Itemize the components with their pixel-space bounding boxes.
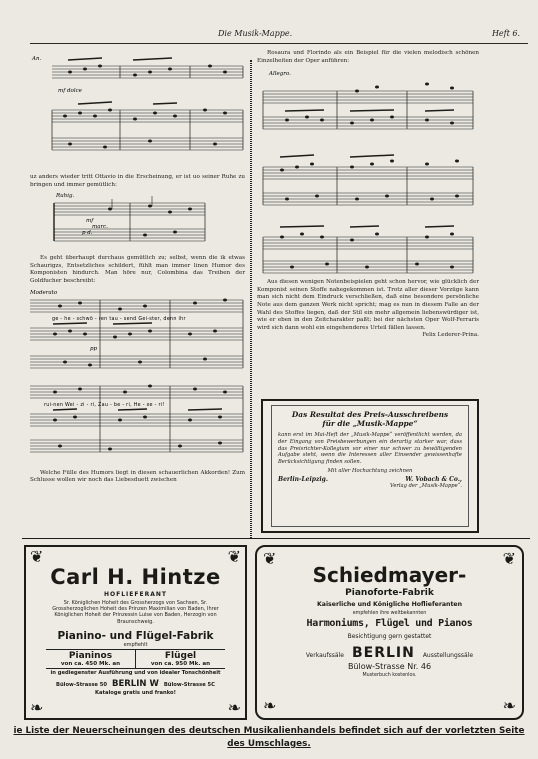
staff	[30, 356, 243, 368]
company-patrons: Sr. Königlichen Hoheit des Grossherzogs von Sachsen, Sr. Grossherzoglichen Hoheit des Prinzen Maximilian von Baden, Ihrer Königlichen Hoheit der Prinzessin Luise von Baden, Herzogin von Braunschweig.	[52, 600, 219, 625]
company-recommends: empfehlen ihre weltbekannten	[352, 611, 427, 616]
announcement-subtitle: für die „Musik-Mappe“	[322, 419, 418, 428]
music-dynamic: p d.	[82, 230, 93, 237]
ornament-icon: ❦	[502, 549, 516, 568]
staff	[263, 117, 473, 129]
product-price: von ca. 450 Mk. an	[60, 660, 121, 667]
company-title: Kaiserliche und Königliche Hoflieferanten	[316, 601, 463, 608]
announcement-body: kann erst im Mai-Heft der „Musik-Mappe“ veröffentlicht werden, da der Eingang von Preisbewerbungen ein derartig starker war, dass das Preisrichter-Kollegium vor einer nur schwer zu bewältigenden Aufgabe steht, wenn die Interessen aller Einsender gewissenhafte Berücksichtigung finden sollen.	[278, 432, 462, 466]
ornament-icon: ❦	[227, 547, 241, 566]
street-left: Bülow-Strasse 50	[56, 681, 107, 688]
music-tempo: Ruhig.	[56, 193, 75, 200]
ornament-icon: ❦	[30, 547, 44, 566]
staff	[54, 229, 205, 241]
music-example-3	[30, 288, 245, 468]
music-dynamic: marc.	[92, 224, 108, 231]
staff	[263, 91, 473, 103]
sales-rooms: Verkaufssäle	[305, 652, 344, 659]
company-name: Schiedmayer-	[312, 563, 467, 587]
company-product: Pianino- und Flügel-Fabrik	[57, 629, 214, 642]
music-example-1	[30, 52, 245, 172]
street-right: Bülow-Strasse 5C	[163, 681, 215, 688]
page-header	[30, 29, 526, 43]
staff	[263, 237, 473, 249]
page-number: Heft 6.	[491, 29, 520, 38]
visit-note: Besichtigung gern gestattet	[347, 633, 432, 640]
quality-note: in gediegenster Ausführung und von idealer Tonschönheit	[50, 669, 221, 676]
staff	[263, 167, 473, 179]
left-column	[30, 50, 245, 485]
running-title: Die Musik-Mappe.	[218, 29, 293, 38]
paragraph: Welche Fülle des Humors liegt in diesen schauerlichen Akkorden! Zum Schlusse wollen wir noch das Liebesduett zwischen	[30, 469, 245, 484]
footer-notice	[4, 725, 534, 751]
price-table	[46, 649, 225, 669]
staff	[30, 414, 243, 426]
announcement-box	[261, 399, 479, 533]
staff	[263, 193, 473, 205]
product-name: Flügel	[164, 650, 197, 661]
music-dynamic: pp	[90, 345, 98, 352]
ornament-icon: ❧	[263, 696, 277, 715]
staff	[54, 203, 205, 215]
advertisement-schiedmayer	[255, 545, 524, 720]
announcement-inner	[271, 405, 469, 527]
announcement-greeting: Mit aller Hochachtung zeichnen	[327, 467, 413, 474]
footer-line: ie Liste der Neuerscheinungen des deutschen Musikalienhandels befindet sich auf der vorletzten Seite	[13, 726, 525, 736]
city-row	[257, 645, 522, 661]
music-tempo: An.	[32, 56, 42, 62]
announcement-city: Berlin-Leipzig.	[278, 475, 328, 483]
company-product: Pianoforte-Fabrik	[345, 588, 434, 598]
column-divider	[250, 60, 252, 538]
price-cell-fluegel	[135, 650, 225, 668]
announcement-firm: W. Vobach & Co.,	[405, 475, 462, 483]
paragraph: uz anders wieder tritt Ottavio in die Erscheinung, er ist uo seiner Ruhe zu bringen und immer gemütlich:	[30, 174, 245, 188]
company-name: Carl H. Hintze	[50, 565, 221, 589]
city: BERLIN	[351, 645, 415, 661]
music-tempo: Allegro.	[269, 71, 291, 78]
music-dynamic: mf	[86, 218, 94, 225]
product-price: von ca. 950 Mk. an	[150, 660, 211, 667]
price-cell-pianinos	[46, 650, 135, 668]
catalog-note: Kataloge gratis und franko!	[95, 689, 176, 696]
city: BERLIN W	[111, 678, 159, 689]
staff	[30, 386, 243, 398]
lyrics: ge - he - schwö - ren tau - send Gei-ster, denn ihr	[52, 316, 186, 322]
advertisement-hintze	[24, 545, 247, 720]
product-line: Harmoniums, Flügel und Pianos	[306, 618, 473, 629]
paragraph: Rosaura und Florindo als ein Beispiel für die vielen melodisch schönen Einzelheiten der Oper anführen:	[257, 50, 479, 64]
paragraph: Aus diesen wenigen Notenbeispielen geht schon hervor, wie glücklich der Komponist seinen Stoffe nahegekommen ist. Trotz aller dieser Vorzüge kann man sich nicht dem Eindruck verschließen, daß eine besondere persönliche Note aus dem ganzen Werk nicht spricht; mag es nun in diesem Falle an der Wahl des Stoffes liegen, daß der Stil ein mehr allgemein liebenswürdiger ist, wie er eben in den Zeitcharakter paßt; bei der nächsten Oper Wolf-Ferraris wird sich dann wohl ein eingehenderes Urteil fällen lassen.	[257, 279, 479, 331]
ornament-icon: ❧	[30, 698, 44, 717]
street-address: Bülow-Strasse Nr. 46	[347, 662, 432, 671]
product-name: Pianinos	[68, 650, 113, 661]
staff	[30, 328, 243, 340]
ornament-icon: ❧	[502, 696, 516, 715]
address-row	[26, 679, 245, 689]
exhibition-rooms: Ausstellungssäle	[422, 652, 474, 659]
note-heads	[63, 65, 227, 149]
right-column	[257, 50, 479, 340]
ornament-icon: ❦	[263, 549, 277, 568]
announcement-signature-row	[278, 476, 462, 483]
header-rule	[30, 43, 528, 44]
footer-line: des Umschlages.	[227, 739, 311, 749]
ads-rule	[22, 538, 530, 539]
music-dynamic: mf dolce	[58, 88, 82, 94]
staff	[52, 66, 243, 78]
catalog-note: Musterbuch kostenlos.	[362, 673, 417, 678]
author-signature: Felix Lederer-Prina.	[422, 332, 479, 339]
announcement-publisher: Verlag der „Musik-Mappe“.	[390, 482, 462, 489]
music-example-2	[30, 191, 245, 253]
company-recommends: empfiehlt	[123, 641, 148, 648]
ornament-icon: ❧	[227, 698, 241, 717]
company-title: HOFLIEFERANT	[104, 591, 167, 598]
paragraph: Es geht überhaupt durchaus gemütlich zu; selbst, wenn die ik etwas Schaurigzs, Entsetzliches schildert, fühlt man immer linen Humor des Komponisten hindurch. Man höre nur, Colombina das Treiben der Goldfucher beschreibt:	[30, 255, 245, 284]
lyrics: rui-nen Wei - zi - ri, Zau - be - ri, He - xe - ri!	[44, 402, 165, 408]
music-tempo: Moderato	[30, 289, 58, 296]
music-example-4	[257, 67, 479, 277]
announcement-title: Das Resultat des Preis-Ausschreibens	[291, 410, 449, 419]
